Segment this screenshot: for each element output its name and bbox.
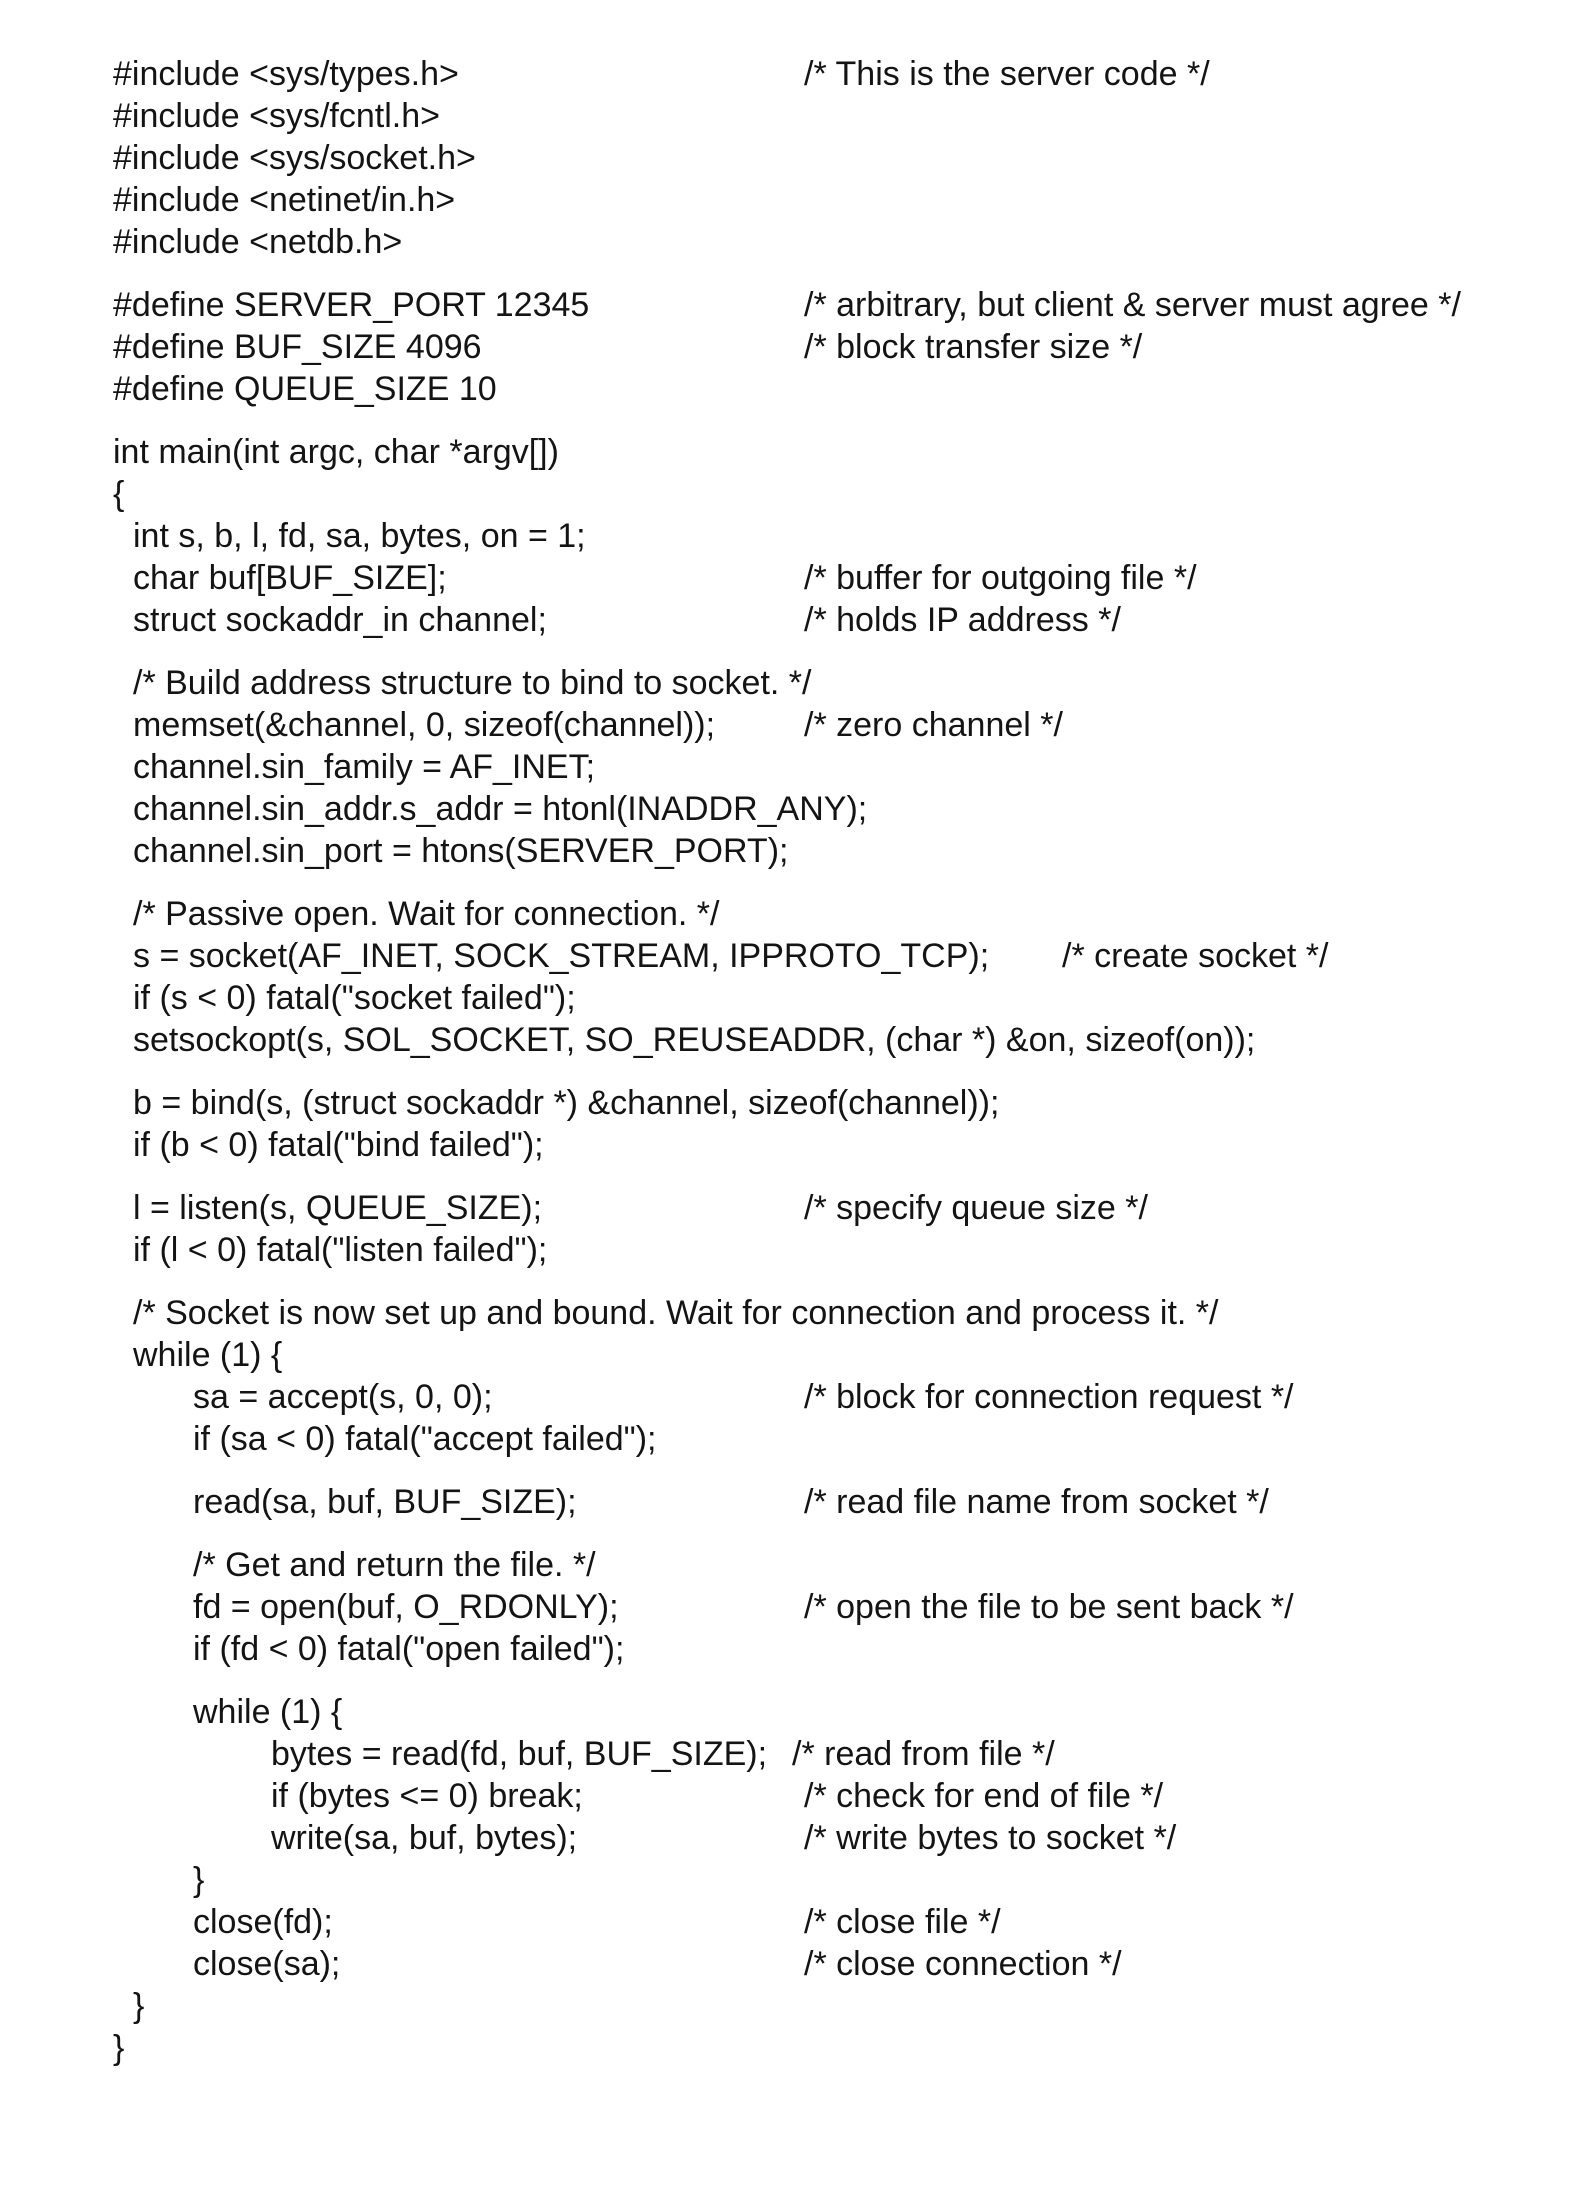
code-line <box>0 704 1592 746</box>
code-comment: /* arbitrary, but client & server must agree */ <box>804 286 1461 324</box>
code-statement: close(fd); <box>193 1903 333 1941</box>
code-statement: /* Build address structure to bind to socket. */ <box>133 664 812 702</box>
code-statement: close(sa); <box>193 1945 341 1983</box>
code-line <box>0 1691 1592 1733</box>
code-statement: bytes = read(fd, buf, BUF_SIZE); <box>271 1735 768 1773</box>
code-statement: int main(int argc, char *argv[]) <box>113 433 559 471</box>
code-line <box>0 473 1592 515</box>
code-statement: if (l < 0) fatal("listen failed"); <box>133 1231 548 1269</box>
code-line <box>0 431 1592 473</box>
code-statement: l = listen(s, QUEUE_SIZE); <box>133 1189 543 1227</box>
code-statement: /* Passive open. Wait for connection. */ <box>133 895 720 933</box>
code-line <box>0 1229 1592 1271</box>
code-line <box>0 746 1592 788</box>
code-comment: /* block for connection request */ <box>804 1378 1294 1416</box>
code-line <box>0 53 1592 95</box>
code-comment: /* This is the server code */ <box>804 55 1210 93</box>
code-line <box>0 2027 1592 2069</box>
code-statement: #include <netinet/in.h> <box>113 181 456 219</box>
code-statement: while (1) { <box>133 1336 283 1374</box>
code-statement: } <box>193 1861 205 1899</box>
code-line <box>0 1124 1592 1166</box>
code-comment: /* write bytes to socket */ <box>804 1819 1177 1857</box>
code-line <box>0 1082 1592 1124</box>
code-statement: #include <netdb.h> <box>113 223 403 261</box>
code-statement: #include <sys/types.h> <box>113 55 459 93</box>
code-statement: int s, b, l, fd, sa, bytes, on = 1; <box>133 517 586 555</box>
code-comment: /* close connection */ <box>804 1945 1122 1983</box>
code-comment: /* check for end of file */ <box>804 1777 1164 1815</box>
code-comment: /* create socket */ <box>1062 937 1329 975</box>
code-line <box>0 95 1592 137</box>
code-statement: if (sa < 0) fatal("accept failed"); <box>193 1420 657 1458</box>
code-statement: { <box>113 475 125 513</box>
code-line <box>0 1376 1592 1418</box>
code-statement: s = socket(AF_INET, SOCK_STREAM, IPPROTO_TCP); <box>133 937 990 975</box>
code-line <box>0 1292 1592 1334</box>
code-statement: if (b < 0) fatal("bind failed"); <box>133 1126 544 1164</box>
code-statement: memset(&channel, 0, sizeof(channel)); <box>133 706 716 744</box>
code-line <box>0 1418 1592 1460</box>
code-line <box>0 1985 1592 2027</box>
code-statement: if (s < 0) fatal("socket failed"); <box>133 979 576 1017</box>
code-comment: /* read file name from socket */ <box>804 1483 1269 1521</box>
code-statement: if (bytes <= 0) break; <box>271 1777 583 1815</box>
code-comment: /* holds IP address */ <box>804 601 1121 639</box>
code-line <box>0 788 1592 830</box>
code-comment: /* buffer for outgoing file */ <box>804 559 1197 597</box>
code-statement: #define SERVER_PORT 12345 <box>113 286 590 324</box>
code-statement: write(sa, buf, bytes); <box>271 1819 578 1857</box>
code-comment: /* block transfer size */ <box>804 328 1143 366</box>
code-line <box>0 935 1592 977</box>
code-line <box>0 1775 1592 1817</box>
code-line <box>0 284 1592 326</box>
code-line <box>0 221 1592 263</box>
code-line <box>0 1019 1592 1061</box>
code-statement: char buf[BUF_SIZE]; <box>133 559 447 597</box>
code-comment: /* specify queue size */ <box>804 1189 1148 1227</box>
code-statement: /* Socket is now set up and bound. Wait for connection and process it. */ <box>133 1294 1219 1332</box>
code-statement: while (1) { <box>193 1693 343 1731</box>
code-line <box>0 515 1592 557</box>
code-statement: #include <sys/socket.h> <box>113 139 476 177</box>
code-line <box>0 1481 1592 1523</box>
code-statement: channel.sin_family = AF_INET; <box>133 748 596 786</box>
code-line <box>0 1901 1592 1943</box>
code-statement: read(sa, buf, BUF_SIZE); <box>193 1483 577 1521</box>
code-line <box>0 326 1592 368</box>
code-statement: #define BUF_SIZE 4096 <box>113 328 482 366</box>
code-statement: fd = open(buf, O_RDONLY); <box>193 1588 619 1626</box>
code-line <box>0 1943 1592 1985</box>
code-line <box>0 1334 1592 1376</box>
code-statement: setsockopt(s, SOL_SOCKET, SO_REUSEADDR, (char *) &on, sizeof(on)); <box>133 1021 1256 1059</box>
code-line <box>0 1544 1592 1586</box>
code-line <box>0 599 1592 641</box>
code-line <box>0 368 1592 410</box>
code-statement: channel.sin_addr.s_addr = htonl(INADDR_ANY); <box>133 790 868 828</box>
code-line <box>0 1859 1592 1901</box>
code-comment: /* zero channel */ <box>804 706 1063 744</box>
code-line <box>0 557 1592 599</box>
code-line <box>0 1628 1592 1670</box>
code-statement: /* Get and return the file. */ <box>193 1546 596 1584</box>
code-line <box>0 1586 1592 1628</box>
code-statement: struct sockaddr_in channel; <box>133 601 547 639</box>
code-line <box>0 1187 1592 1229</box>
code-line <box>0 977 1592 1019</box>
code-statement: #define QUEUE_SIZE 10 <box>113 370 497 408</box>
code-statement: if (fd < 0) fatal("open failed"); <box>193 1630 625 1668</box>
code-comment: /* open the file to be sent back */ <box>804 1588 1294 1626</box>
code-statement: sa = accept(s, 0, 0); <box>193 1378 493 1416</box>
code-statement: b = bind(s, (struct sockaddr *) &channel, sizeof(channel)); <box>133 1084 1000 1122</box>
code-line <box>0 830 1592 872</box>
code-line <box>0 662 1592 704</box>
code-comment: /* close file */ <box>804 1903 1001 1941</box>
code-statement: #include <sys/fcntl.h> <box>113 97 440 135</box>
code-line <box>0 137 1592 179</box>
code-line <box>0 1733 1592 1775</box>
code-statement: channel.sin_port = htons(SERVER_PORT); <box>133 832 789 870</box>
code-comment: /* read from file */ <box>792 1735 1055 1773</box>
code-line <box>0 1817 1592 1859</box>
code-line <box>0 179 1592 221</box>
code-statement: } <box>113 2029 125 2067</box>
code-line <box>0 893 1592 935</box>
code-statement: } <box>133 1987 145 2025</box>
